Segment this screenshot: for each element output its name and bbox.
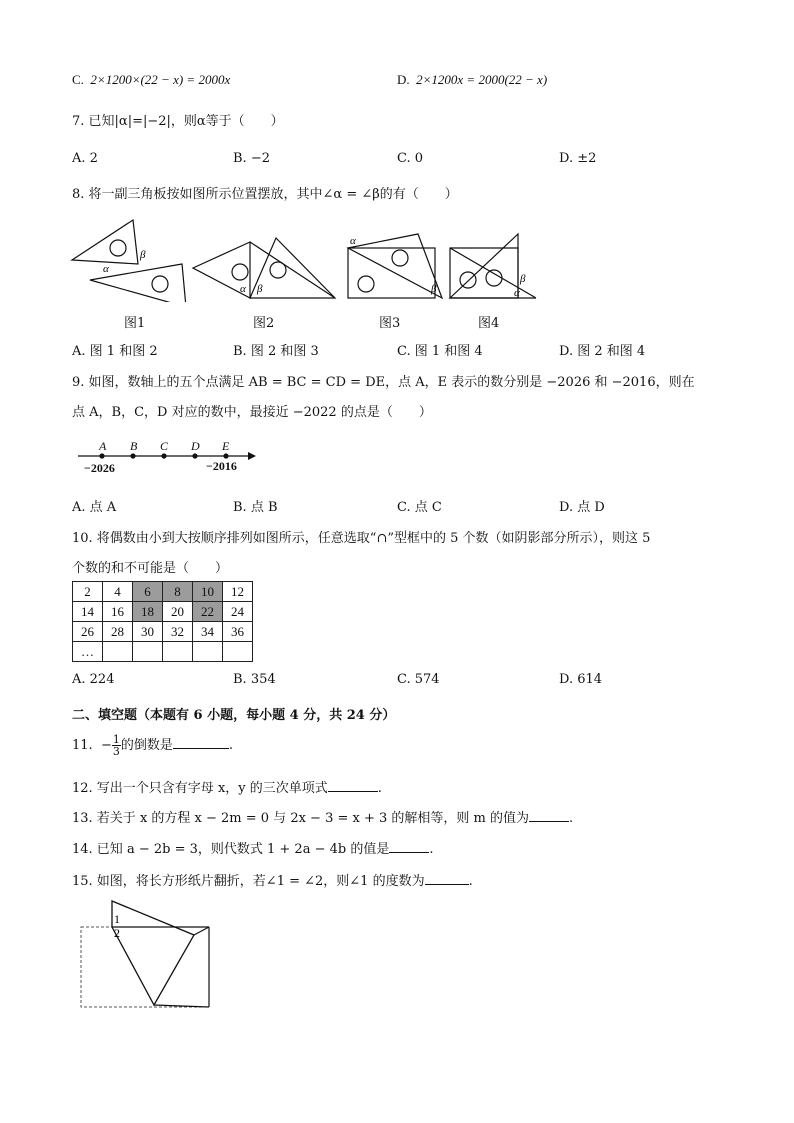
q6-option-d: D. 2×1200x = 2000(22 − x) — [397, 72, 548, 87]
q8-option-b: B. 图 2 和图 3 — [233, 344, 319, 359]
grid-cell-shaded: 22 — [193, 602, 223, 622]
q11-fraction: $\frac{1}{3}$ — [112, 733, 120, 758]
even-number-grid — [72, 581, 253, 662]
grid-row — [73, 642, 253, 662]
grid-row — [73, 602, 253, 622]
angle-1-label: 1 — [114, 912, 120, 926]
figure-1-alpha: α — [103, 263, 109, 275]
grid-cell: 30 — [133, 622, 163, 642]
point-a-label: A — [99, 439, 107, 453]
grid-cell-shaded: 10 — [193, 582, 223, 602]
q12-text: 12. 写出一个只含有字母 x，y 的三次单项式 — [72, 781, 328, 796]
q9-option-a: A. 点 A — [72, 500, 117, 515]
q10-stem-line1: 10. 将偶数由小到大按顺序排列如图所示，任意选取“∩”型框中的 5 个数（如阴影部分所示），则这 5 — [72, 531, 651, 546]
grid-cell: 26 — [73, 622, 103, 642]
q9-stem-line1: 9. 如图，数轴上的五个点满足 AB = BC = CD = DE，点 A，E 表示的数分别是 −2026 和 −2016，则在 — [72, 375, 695, 390]
grid-cell: 14 — [73, 602, 103, 622]
q12: 12. 写出一个只含有字母 x，y 的三次单项式 . — [72, 777, 382, 796]
grid-cell — [133, 642, 163, 662]
figure-3-label: 图3 — [379, 316, 401, 331]
grid-row — [73, 582, 253, 602]
q10-option-d: D. 614 — [559, 672, 603, 687]
q9-option-c: C. 点 C — [397, 500, 442, 515]
grid-cell: 36 — [223, 622, 253, 642]
q12-answer-blank — [328, 778, 378, 792]
figure-3-alpha: α — [350, 235, 356, 247]
q13: 13. 若关于 x 的方程 x − 2m = 0 与 2x − 3 = x + 3 的解相等，则 m 的值为 . — [72, 807, 573, 826]
q9-option-d: D. 点 D — [559, 500, 605, 515]
q10-option-b: B. 354 — [233, 672, 276, 687]
q14-text: 14. 已知 a − 2b = 3，则代数式 1 + 2a − 4b 的值是 — [72, 842, 390, 857]
grid-cell — [223, 642, 253, 662]
grid-cell-shaded: 18 — [133, 602, 163, 622]
grid-cell — [103, 642, 133, 662]
grid-cell-shaded: 6 — [133, 582, 163, 602]
grid-cell — [193, 642, 223, 662]
q11-answer-blank — [173, 735, 229, 749]
grid-cell: 16 — [103, 602, 133, 622]
q8-option-c: C. 图 1 和图 4 — [397, 344, 483, 359]
grid-cell-shaded: 8 — [163, 582, 193, 602]
q8-stem: 8. 将一副三角板按如图所示位置摆放，其中∠α = ∠β的有（ ） — [72, 187, 458, 202]
q13-text: 13. 若关于 x 的方程 x − 2m = 0 与 2x − 3 = x + 3 的解相等，则 m 的值为 — [72, 811, 529, 826]
q8-option-d: D. 图 2 和图 4 — [559, 344, 646, 359]
q10-stem-line2: 个数的和不可能是（ ） — [72, 561, 229, 576]
figure-3 — [348, 234, 442, 298]
q8-option-a: A. 图 1 和图 2 — [72, 344, 158, 359]
figure-2 — [193, 238, 335, 298]
grid-cell: 12 — [223, 582, 253, 602]
q9-number-line — [72, 433, 262, 478]
grid-cell: 24 — [223, 602, 253, 622]
point-d-label: D — [191, 439, 200, 453]
q10-option-c: C. 574 — [397, 672, 440, 687]
q11-number: 11. — [72, 738, 93, 753]
q15-folded-paper-figure — [76, 897, 226, 1012]
angle-2-label: 2 — [114, 926, 120, 940]
section-2-title: 二、填空题（本题有 6 小题，每小题 4 分，共 24 分） — [72, 708, 396, 723]
q15-text: 15. 如图，将长方形纸片翻折，若∠1 = ∠2，则∠1 的度数为 — [72, 874, 425, 889]
grid-cell: 20 — [163, 602, 193, 622]
q8-figures — [70, 212, 550, 302]
point-e-label: E — [222, 439, 230, 453]
grid-row — [73, 622, 253, 642]
left-value: −2026 — [84, 461, 115, 475]
point-b-label: B — [130, 439, 138, 453]
q7-option-a: A. 2 — [72, 151, 98, 166]
figure-4-label: 图4 — [478, 316, 500, 331]
q14-answer-blank — [389, 839, 429, 853]
figure-2-beta: β — [257, 283, 263, 295]
grid-cell: 28 — [103, 622, 133, 642]
figure-4-beta: β — [520, 273, 526, 285]
point-c-label: C — [160, 439, 169, 453]
q7-option-c: C. 0 — [397, 151, 424, 166]
grid-cell: … — [73, 642, 103, 662]
grid-cell — [163, 642, 193, 662]
figure-2-alpha: α — [240, 283, 246, 295]
q7-stem: 7. 已知|α|=|−2|，则α等于（ ） — [72, 114, 284, 129]
q15: 15. 如图，将长方形纸片翻折，若∠1 = ∠2，则∠1 的度数为 . — [72, 870, 473, 889]
figure-3-beta: β — [431, 283, 437, 295]
figure-4-alpha: α — [514, 287, 520, 299]
grid-cell: 32 — [163, 622, 193, 642]
figure-4 — [450, 234, 536, 298]
figure-1 — [72, 220, 186, 302]
figure-1-beta: β — [140, 249, 146, 261]
grid-cell: 4 — [103, 582, 133, 602]
q9-stem-line2: 点 A，B，C，D 对应的数中，最接近 −2022 的点是（ ） — [72, 405, 432, 420]
q7-option-b: B. −2 — [233, 151, 270, 166]
grid-cell: 2 — [73, 582, 103, 602]
q10-option-a: A. 224 — [72, 672, 115, 687]
figure-2-label: 图2 — [253, 316, 275, 331]
right-value: −2016 — [206, 459, 237, 473]
q7-option-d: D. ±2 — [559, 151, 597, 166]
q6-option-c: C. 2×1200×(22 − x) = 2000x — [72, 72, 231, 87]
q14: 14. 已知 a − 2b = 3，则代数式 1 + 2a − 4b 的值是 . — [72, 838, 433, 857]
q11-text: 的倒数是 — [120, 738, 173, 753]
q9-option-b: B. 点 B — [233, 500, 278, 515]
q13-answer-blank — [529, 808, 569, 822]
q11-sign: − — [100, 738, 112, 753]
q11: 11. − $\frac{1}{3}$ 的倒数是 . — [72, 733, 234, 758]
figure-1-label: 图1 — [124, 316, 146, 331]
q15-answer-blank — [425, 871, 469, 885]
grid-cell: 34 — [193, 622, 223, 642]
